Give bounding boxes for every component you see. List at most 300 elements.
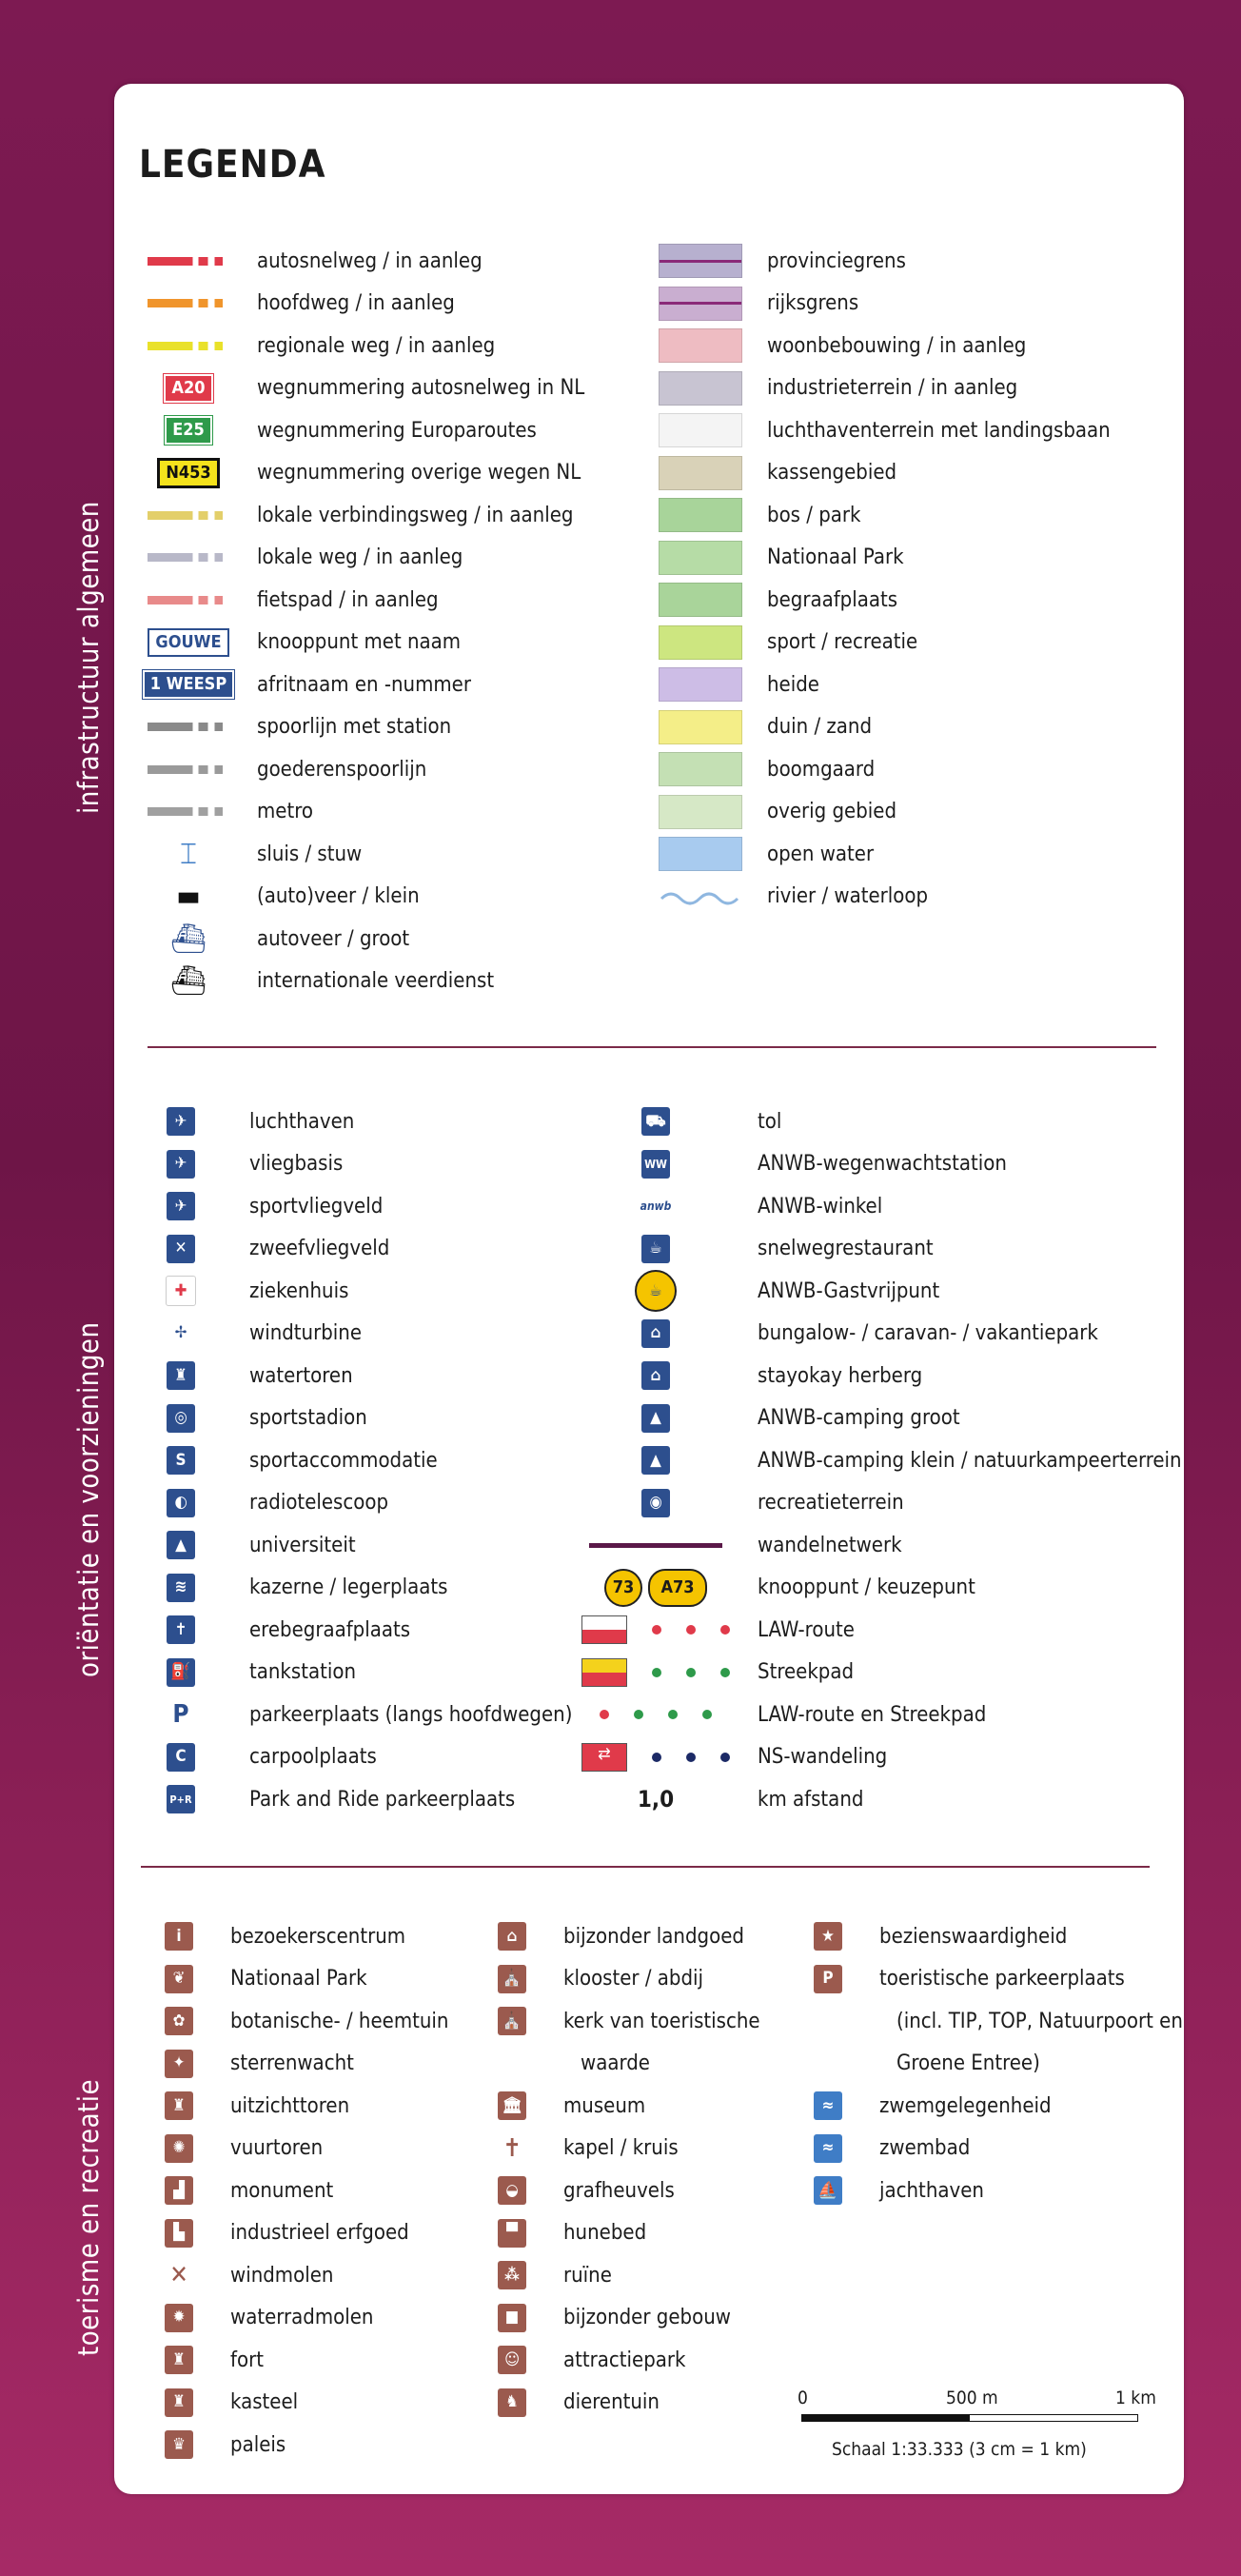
legend-symbol xyxy=(482,2341,542,2379)
legend-label: parkeerplaats (langs hoofdwegen) xyxy=(249,1702,573,1727)
river-symbol xyxy=(660,887,741,906)
legend-item xyxy=(798,2002,1183,2040)
legend-symbol xyxy=(655,835,746,873)
legend-symbol xyxy=(575,1695,737,1734)
legend-label: zwembad xyxy=(879,2136,971,2160)
area-swatch xyxy=(659,456,742,490)
anwb-shop-icon: anwb xyxy=(637,1192,675,1220)
recreation-area-icon: ◉ xyxy=(641,1489,670,1517)
legend-item xyxy=(655,411,1111,449)
legend-label: ANWB-camping groot xyxy=(758,1406,960,1430)
legend-item xyxy=(482,2384,660,2422)
scale-bar xyxy=(798,2380,1159,2485)
legend-label: fietspad / in aanleg xyxy=(257,587,439,612)
legend-item xyxy=(482,2002,760,2040)
legend-symbol xyxy=(575,1611,737,1649)
legend-symbol xyxy=(655,750,746,788)
legend-item xyxy=(141,793,313,831)
legend-label: bezienswaardigheid xyxy=(879,1924,1068,1949)
route-dot xyxy=(600,1710,609,1719)
legend-symbol xyxy=(575,1441,737,1479)
zoo-icon: ♞ xyxy=(498,2388,526,2417)
route-badge: N453 xyxy=(158,459,218,487)
legend-label: zweefvliegveld xyxy=(249,1237,390,1260)
legend-label: Park and Ride parkeerplaats xyxy=(249,1787,516,1812)
legend-label: wegnummering autosnelweg in NL xyxy=(257,376,585,400)
legend-label: klooster / abdij xyxy=(563,1967,704,1991)
fuel-station-icon: ⛽ xyxy=(167,1658,195,1687)
monument-icon: ▟ xyxy=(165,2176,193,2205)
legend-symbol xyxy=(575,1399,737,1437)
legend-label: rijksgrens xyxy=(767,291,859,315)
legend-symbol xyxy=(655,624,746,662)
legend-item xyxy=(655,708,872,746)
legend-symbol xyxy=(133,1230,228,1268)
legend-symbol xyxy=(141,581,236,619)
legend-symbol xyxy=(141,539,236,577)
legend-label: hoofdweg / in aanleg xyxy=(257,291,455,315)
legend-label: botanische- / heemtuin xyxy=(230,2009,449,2033)
legend-label: windturbine xyxy=(249,1321,363,1345)
regionale-line-symbol xyxy=(148,342,229,350)
legend-item xyxy=(133,1780,515,1818)
legend-label: autosnelweg / in aanleg xyxy=(257,248,483,273)
legend-label: wegnummering overige wegen NL xyxy=(257,461,581,485)
scale-tick-500m: 500 m xyxy=(946,2388,998,2408)
legend-label: begraafplaats xyxy=(767,587,898,612)
legend-label: museum xyxy=(563,2093,646,2118)
fort-icon: ♜ xyxy=(165,2346,193,2374)
legend-symbol xyxy=(141,878,236,916)
car-ferry-icon: ⛴ xyxy=(169,921,207,956)
legend-item xyxy=(575,1315,1098,1353)
legend-symbol xyxy=(798,1917,858,1955)
restaurant-icon: ☕ xyxy=(641,1235,670,1263)
legend-item xyxy=(575,1738,887,1776)
legend-item xyxy=(148,2087,349,2125)
legend-item xyxy=(798,1960,1125,1998)
legend-item xyxy=(575,1102,781,1140)
legend-item xyxy=(575,1187,882,1225)
industrial-heritage-icon: ▙ xyxy=(165,2219,193,2248)
legend-label: bos / park xyxy=(767,503,861,527)
church-icon: ⛪ xyxy=(498,2007,526,2035)
radio-telescope-icon: ◐ xyxy=(167,1489,195,1517)
legend-symbol xyxy=(141,285,236,323)
legend-label: woonbebouwing / in aanleg xyxy=(767,333,1027,358)
legend-item xyxy=(798,2087,1052,2125)
legend-item xyxy=(482,2130,679,2168)
fietspad-line-symbol xyxy=(148,596,229,604)
legend-label: toeristische parkeerplaats xyxy=(879,1967,1125,1991)
legend-item xyxy=(133,1441,438,1479)
legend-symbol xyxy=(798,1960,858,1998)
legend-symbol xyxy=(133,1484,228,1522)
legend-symbol xyxy=(141,708,236,746)
legend-label: sterrenwacht xyxy=(230,2051,354,2075)
marina-icon: ⛵ xyxy=(814,2176,842,2205)
legend-item xyxy=(575,1441,1182,1479)
legend-item xyxy=(133,1399,367,1437)
legend-label: spoorlijn met station xyxy=(257,715,452,739)
legend-label: km afstand xyxy=(758,1787,864,1812)
legend-symbol xyxy=(575,1315,737,1353)
sluice-icon: ⌶ xyxy=(180,837,197,871)
legend-symbol xyxy=(148,1917,209,1955)
legend-label: boomgaard xyxy=(767,757,876,782)
legend-label: ANWB-wegenwachtstation xyxy=(758,1152,1007,1176)
legend-symbol xyxy=(148,1960,209,1998)
legend-symbol xyxy=(482,2002,542,2040)
route-dot xyxy=(686,1753,696,1762)
legend-item xyxy=(141,835,362,873)
legend-symbol xyxy=(148,2341,209,2379)
legend-symbol xyxy=(575,1187,737,1225)
parking-icon: P xyxy=(172,1700,189,1729)
walking-network-icon xyxy=(589,1543,722,1548)
legend-symbol xyxy=(482,2214,542,2252)
legend-item xyxy=(141,539,463,577)
legend-label: erebegraafplaats xyxy=(249,1617,411,1642)
legend-symbol xyxy=(482,2256,542,2294)
legend-item xyxy=(575,1484,904,1522)
legend-item xyxy=(575,1399,960,1437)
area-swatch xyxy=(659,498,742,532)
legend-symbol xyxy=(798,2130,858,2168)
camping-large-icon: ▲ xyxy=(641,1404,670,1433)
legend-item xyxy=(482,2341,686,2379)
legend-symbol xyxy=(133,1399,228,1437)
legend-item xyxy=(482,2087,645,2125)
legend-symbol xyxy=(575,1780,737,1818)
legend-item xyxy=(798,1917,1067,1955)
legend-symbol xyxy=(133,1569,228,1607)
legend-item xyxy=(482,2214,646,2252)
legend-label: ANWB-camping klein / natuurkampeerterrein xyxy=(758,1448,1182,1473)
legend-item xyxy=(798,2130,970,2168)
legend-symbol xyxy=(798,2087,858,2125)
junction-number: 73 xyxy=(604,1569,642,1607)
hostel-icon: ⌂ xyxy=(641,1361,670,1390)
legend-item xyxy=(482,1960,703,1998)
legend-symbol xyxy=(148,2002,209,2040)
legend-label: paleis xyxy=(230,2432,286,2457)
sports-facility-icon: S xyxy=(167,1446,195,1475)
legend-item xyxy=(133,1230,389,1268)
legend-item xyxy=(482,2256,612,2294)
legend-symbol xyxy=(141,793,236,831)
legend-item xyxy=(141,411,537,449)
legend-label: LAW-route xyxy=(758,1617,855,1642)
legend-symbol xyxy=(482,2384,542,2422)
legend-item xyxy=(133,1611,410,1649)
legend-symbol xyxy=(141,454,236,492)
sight-icon: ★ xyxy=(814,1922,842,1951)
legend-symbol xyxy=(575,1738,737,1776)
legend-label: bezoekerscentrum xyxy=(230,1924,406,1949)
legend-symbol xyxy=(141,920,236,958)
watermill-icon: ✹ xyxy=(165,2304,193,2332)
legend-label: grafheuvels xyxy=(563,2178,675,2203)
legend-label: open water xyxy=(767,842,875,866)
hospital-icon: ✚ xyxy=(166,1276,196,1306)
legend-item xyxy=(148,2214,409,2252)
legend-item xyxy=(655,454,896,492)
legend-label: vliegbasis xyxy=(249,1152,344,1176)
legend-label: LAW-route en Streekpad xyxy=(758,1702,987,1727)
area-swatch xyxy=(659,328,742,363)
roadside-station-icon: WW xyxy=(641,1150,670,1179)
legend-item xyxy=(133,1357,353,1395)
legend-symbol xyxy=(798,2002,858,2040)
legend-symbol xyxy=(148,2087,209,2125)
swimming-pool-icon: ≈ xyxy=(814,2134,842,2163)
area-swatch xyxy=(659,625,742,660)
legend-item xyxy=(141,624,461,662)
legend-symbol xyxy=(133,1611,228,1649)
metro-line-symbol xyxy=(148,807,229,816)
legend-item xyxy=(133,1145,343,1183)
legend-symbol xyxy=(482,2045,542,2083)
legend-item xyxy=(655,665,819,703)
museum-icon: 🏛 xyxy=(498,2091,526,2120)
ship-icon: ⛴ xyxy=(169,964,207,998)
legend-item xyxy=(148,2002,448,2040)
swimming-spot-icon: ≈ xyxy=(814,2091,842,2120)
holiday-park-icon: ⌂ xyxy=(641,1319,670,1348)
legend-label: sportaccommodatie xyxy=(249,1448,438,1473)
legend-label: bijzonder landgoed xyxy=(563,1924,744,1949)
legend-item xyxy=(482,2299,731,2337)
legend-label: kazerne / legerplaats xyxy=(249,1575,448,1599)
palace-icon: ♛ xyxy=(165,2430,193,2459)
legend-item xyxy=(482,2045,650,2083)
route-flag xyxy=(581,1658,627,1687)
legend-item xyxy=(575,1780,863,1818)
legend-item xyxy=(655,327,1026,365)
legend-label: duin / zand xyxy=(767,715,873,739)
legend-symbol xyxy=(655,708,746,746)
legend-item xyxy=(141,581,439,619)
legend-label: lokale verbindingsweg / in aanleg xyxy=(257,503,574,527)
legend-label: afritnaam en -nummer xyxy=(257,672,471,697)
legend-label: uitzichttoren xyxy=(230,2093,350,2118)
legend-label: wegnummering Europaroutes xyxy=(257,418,537,443)
legend-symbol xyxy=(148,2384,209,2422)
scale-caption: Schaal 1:33.333 (3 cm = 1 km) xyxy=(832,2439,1087,2460)
legend-item xyxy=(133,1738,377,1776)
area-swatch xyxy=(659,541,742,575)
legend-label: waterradmolen xyxy=(230,2306,374,2329)
legend-item xyxy=(133,1187,383,1225)
legend-symbol xyxy=(655,665,746,703)
legend-label: industrieel erfgoed xyxy=(230,2221,409,2245)
legend-label: kapel / kruis xyxy=(563,2136,679,2160)
legend-symbol xyxy=(133,1102,228,1140)
legend-label: windmolen xyxy=(230,2263,334,2288)
legend-label: industrieterrein / in aanleg xyxy=(767,376,1018,400)
legend-symbol xyxy=(133,1187,228,1225)
route-dot xyxy=(634,1710,643,1719)
route-dot xyxy=(652,1625,661,1635)
scale-tick-0: 0 xyxy=(798,2388,808,2408)
legend-item xyxy=(655,496,861,534)
legend-label: heide xyxy=(767,672,819,697)
legend-item xyxy=(148,1917,405,1955)
legend-item xyxy=(575,1357,922,1395)
legend-item xyxy=(133,1695,572,1734)
legend-label: sportstadion xyxy=(249,1406,367,1430)
legend-label: NS-wandeling xyxy=(758,1745,888,1769)
legend-label: fort xyxy=(230,2348,264,2372)
legend-symbol xyxy=(148,2214,209,2252)
legend-symbol xyxy=(141,327,236,365)
route-flag: ⇄ xyxy=(581,1743,627,1772)
toll-icon: ⛟ xyxy=(641,1107,670,1136)
legend-item xyxy=(655,285,858,323)
legend-item xyxy=(133,1272,348,1310)
area-swatch xyxy=(659,371,742,406)
route-dot xyxy=(720,1625,730,1635)
legend-item xyxy=(148,2384,298,2422)
legend-item xyxy=(133,1654,356,1692)
ferry-icon: ▬ xyxy=(176,880,201,913)
route-badge: 1 WEESP xyxy=(143,670,234,699)
legend-item xyxy=(133,1484,388,1522)
area-swatch xyxy=(659,287,742,321)
wind-turbine-icon: ✢ xyxy=(174,1323,187,1342)
national-park-icon: ❦ xyxy=(165,1965,193,1993)
legend-item xyxy=(148,2171,333,2209)
lookout-tower-icon: ♜ xyxy=(165,2091,193,2120)
route-dot xyxy=(668,1710,678,1719)
legend-label: bijzonder gebouw xyxy=(563,2306,731,2329)
airbase-icon: ✈ xyxy=(167,1150,195,1179)
legend-label: luchthaven xyxy=(249,1109,355,1134)
legend-item xyxy=(655,539,904,577)
legend-symbol xyxy=(133,1695,228,1734)
hospitality-point-icon: ☕ xyxy=(635,1270,677,1312)
legend-symbol xyxy=(133,1272,228,1310)
legend-item xyxy=(148,2130,323,2168)
legend-item xyxy=(141,242,483,280)
legend-symbol xyxy=(575,1272,737,1310)
theme-park-icon: ☺ xyxy=(498,2346,526,2374)
area-swatch xyxy=(659,583,742,617)
legend-label: autoveer / groot xyxy=(257,926,410,951)
legend-item xyxy=(141,962,494,1001)
legend-item xyxy=(148,2299,373,2337)
lighthouse-icon: ✺ xyxy=(165,2134,193,2163)
legend-symbol xyxy=(141,665,236,703)
botanical-garden-icon: ✿ xyxy=(165,2007,193,2035)
legend-item xyxy=(575,1145,1007,1183)
area-swatch xyxy=(659,667,742,702)
legend-symbol xyxy=(575,1569,737,1607)
route-badge: E25 xyxy=(165,416,212,445)
legend-symbol xyxy=(655,369,746,407)
legend-item xyxy=(798,2171,984,2209)
legend-label: stayokay herberg xyxy=(758,1363,923,1388)
legend-label: vuurtoren xyxy=(230,2136,324,2160)
route-dot xyxy=(702,1710,712,1719)
legend-label: sportvliegveld xyxy=(249,1194,384,1219)
legend-symbol xyxy=(133,1780,228,1818)
autosnelweg-line-symbol xyxy=(148,257,229,266)
legend-label: ziekenhuis xyxy=(249,1278,349,1303)
legend-label: monument xyxy=(230,2178,334,2203)
legend-label: kasteel xyxy=(230,2390,299,2414)
legend-symbol xyxy=(575,1526,737,1564)
legend-item xyxy=(141,369,584,407)
legend-symbol xyxy=(141,411,236,449)
legend-symbol xyxy=(133,1526,228,1564)
goederenspoorlijn-line-symbol xyxy=(148,765,229,774)
legend-label: Nationaal Park xyxy=(767,545,904,569)
park-ride-icon: P+R xyxy=(167,1785,195,1813)
dolmen-icon: ▀ xyxy=(498,2219,526,2248)
legend-label: lokale weg / in aanleg xyxy=(257,545,463,569)
legend-label: jachthaven xyxy=(879,2178,984,2203)
legend-item xyxy=(141,665,471,703)
tourist-parking-icon: P xyxy=(814,1965,842,1993)
legend-label: provinciegrens xyxy=(767,248,906,273)
legend-symbol xyxy=(655,242,746,280)
route-dot xyxy=(652,1668,661,1677)
legend-symbol xyxy=(148,2256,209,2294)
legend-symbol xyxy=(141,496,236,534)
legend-symbol xyxy=(482,1917,542,1955)
legend-label: wandelnetwerk xyxy=(758,1533,902,1557)
legend-symbol xyxy=(798,2045,858,2083)
legend-label: recreatieterrein xyxy=(758,1491,904,1515)
legend-item xyxy=(482,1917,744,1955)
legend-label: radiotelescoop xyxy=(249,1491,389,1515)
legend-symbol xyxy=(133,1654,228,1692)
legend-symbol xyxy=(141,962,236,1001)
observatory-icon: ✦ xyxy=(165,2050,193,2078)
legend-label: watertoren xyxy=(249,1363,353,1388)
area-swatch xyxy=(659,413,742,447)
legend-item xyxy=(575,1230,934,1268)
hoofdweg-line-symbol xyxy=(148,299,229,307)
legend-symbol xyxy=(655,539,746,577)
legend-label: ANWB-winkel xyxy=(758,1194,883,1219)
junction-number: A73 xyxy=(648,1569,707,1607)
route-dot xyxy=(652,1753,661,1762)
legend-symbol xyxy=(133,1145,228,1183)
legend-item xyxy=(655,242,906,280)
legend-item xyxy=(141,878,420,916)
legend-symbol xyxy=(655,496,746,534)
legend-symbol xyxy=(482,2299,542,2337)
legend-symbol xyxy=(148,2171,209,2209)
legend-label: knooppunt / keuzepunt xyxy=(758,1575,975,1599)
route-dot xyxy=(720,1753,730,1762)
legend-item xyxy=(141,708,451,746)
legend-label: Groene Entree) xyxy=(896,2051,1040,2075)
scale-bar-graphic xyxy=(801,2414,1138,2422)
legend-symbol xyxy=(655,793,746,831)
legend-symbol xyxy=(575,1230,737,1268)
legend-symbol xyxy=(148,2130,209,2168)
airport-icon: ✈ xyxy=(167,1107,195,1136)
legend-item xyxy=(655,750,875,788)
area-swatch xyxy=(659,752,742,786)
legend-label: ANWB-Gastvrijpunt xyxy=(758,1278,940,1303)
legend-item xyxy=(133,1526,356,1564)
legend-item xyxy=(575,1695,986,1734)
